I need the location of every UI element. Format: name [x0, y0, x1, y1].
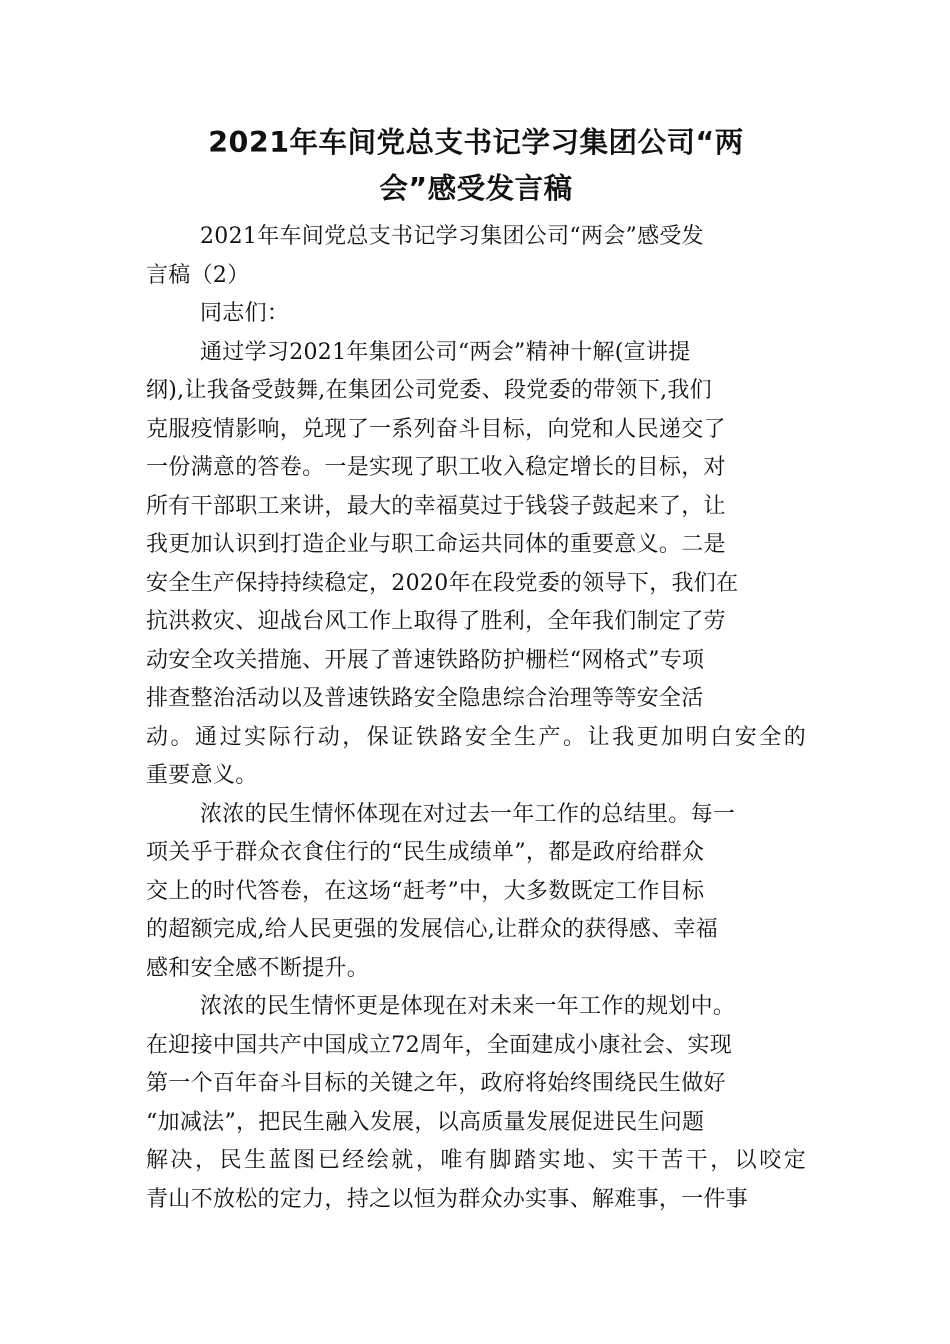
text-line: 我更加认识到打造企业与职工命运共同体的重要意义。二是 [146, 532, 726, 557]
text-line: 排查整治活动以及普速铁路安全隐患综合治理等等安全活 [146, 686, 704, 711]
text-line: 2021年车间党总支书记学习集团公司“两会”感受发 [200, 224, 704, 249]
text-line: 解决，民生蓝图已经绘就，唯有脚踏实地、实干苦干，以咬定 [146, 1148, 809, 1173]
text-line: 重要意义。 [146, 763, 258, 788]
document-body [146, 218, 809, 1219]
text-line: 第一个百年奋斗目标的关键之年，政府将始终围绕民生做好 [146, 1071, 726, 1096]
text-line: 项关乎于群众衣食住行的“民生成绩单”，都是政府给群众 [146, 840, 705, 865]
text-line: 一份满意的答卷。一是实现了职工收入稳定增长的目标，对 [146, 455, 726, 480]
text-line: 交上的时代答卷，在这场“赶考”中，大多数既定工作目标 [146, 878, 705, 904]
text-line: 动安全攻关措施、开展了普速铁路防护栅栏“网格式”专项 [146, 647, 705, 673]
paragraph [146, 334, 809, 796]
document-title [146, 120, 806, 212]
text-line: 浓浓的民生情怀更是体现在对未来一年工作的规划中。 [200, 994, 736, 1019]
paragraph [146, 295, 806, 334]
text-line: 安全生产保持持续稳定，2020年在段党委的领导下，我们在 [146, 570, 739, 596]
text-line: 言稿（2） [146, 262, 250, 288]
text-line: 纲),让我备受鼓舞,在集团公司党委、段党委的带领下,我们 [146, 378, 712, 403]
text-line: 青山不放松的定力，持之以恒为群众办实事、解难事，一件事 [146, 1186, 749, 1212]
text-line: 感和安全感不断提升。 [146, 955, 370, 981]
text-line: 在迎接中国共产中国成立72周年，全面建成小康社会、实现 [146, 1032, 733, 1058]
document-page [146, 120, 809, 1219]
paragraph [146, 988, 809, 1219]
text-line: 的超额完成,给人民更强的发展信心,让群众的获得感、幸福 [146, 917, 719, 942]
text-line: 克服疫情影响，兑现了一系列奋斗目标，向党和人民递交了 [146, 416, 726, 442]
title-line-1: 2021年车间党总支书记学习集团公司“两 [208, 126, 744, 159]
title-line-2: 会”感受发言稿 [379, 172, 573, 205]
text-line: 通过学习2021年集团公司“两会”精神十解(宣讲提 [200, 339, 691, 365]
paragraph [146, 218, 806, 295]
text-line: 动。通过实际行动，保证铁路安全生产。让我更加明白安全的 [146, 724, 809, 750]
paragraph [146, 796, 806, 989]
text-line: “加减法”，把民生融入发展，以高质量发展促进民生问题 [146, 1109, 705, 1135]
text-line: 所有干部职工来讲，最大的幸福莫过于钱袋子鼓起来了，让 [146, 493, 726, 519]
text-line: 同志们： [200, 301, 290, 326]
text-line: 抗洪救灾、迎战台风工作上取得了胜利，全年我们制定了劳 [146, 609, 726, 634]
text-line: 浓浓的民生情怀体现在对过去一年工作的总结里。每一 [200, 801, 736, 827]
